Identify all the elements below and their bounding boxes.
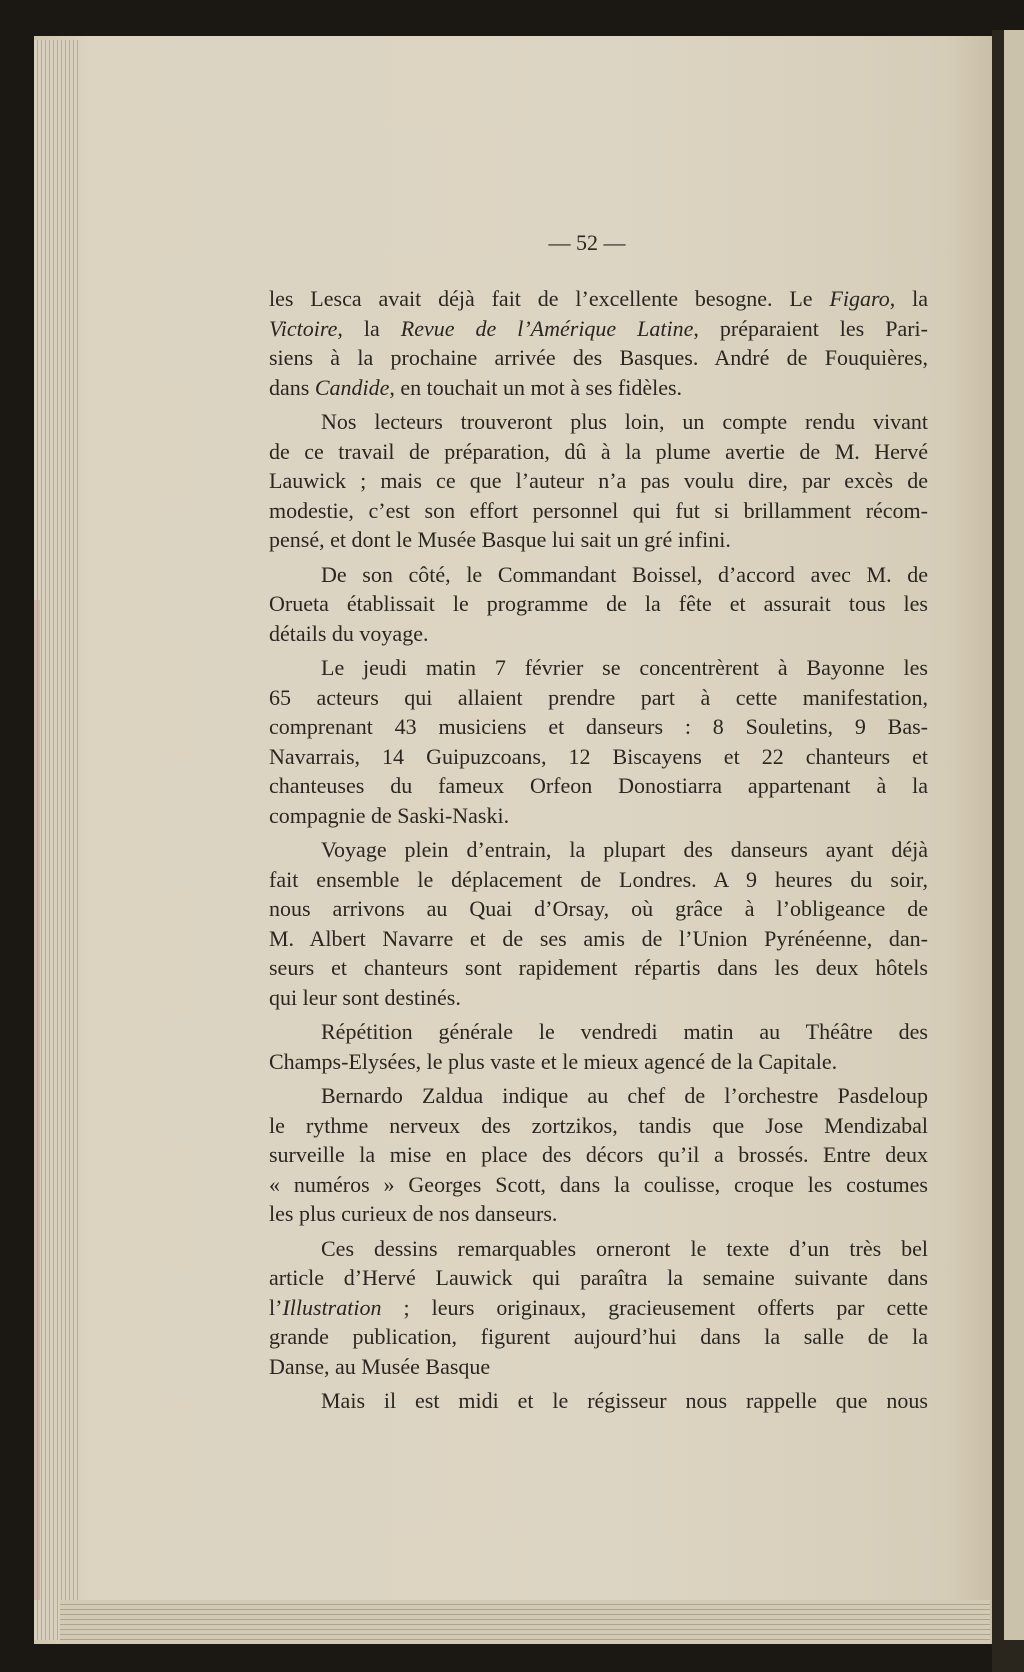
text-run: seurs et chanteurs sont rapidement répartis dans les deux hôtels: [269, 955, 928, 980]
text-line: [269, 1170, 928, 1200]
text-line: [269, 953, 928, 983]
text-run: , en touchait un mot à ses fidèles.: [389, 374, 683, 400]
text-line: [269, 924, 928, 954]
text-run: Nos lecteurs trouveront plus loin, un compte rendu vivant: [321, 409, 928, 434]
italic-title: Figaro: [829, 286, 890, 311]
text-line: [269, 1017, 928, 1047]
text-run: comprenant 43 musiciens et danseurs : 8 Souletins, 9 Bas-: [269, 714, 928, 739]
text-line: [269, 525, 928, 555]
text-run: Répétition générale le vendredi matin au Théâtre des: [321, 1019, 928, 1044]
text-run: chanteuses du fameux Orfeon Donostiarra appartenant à la: [269, 773, 928, 798]
text-run: grande publication, figurent aujourd’hui dans la salle de la: [269, 1324, 928, 1349]
text-run: Navarrais, 14 Guipuzcoans, 12 Biscayens et 22 chanteurs et: [269, 743, 928, 769]
text-line: [269, 771, 928, 801]
text-line: [269, 284, 928, 314]
text-run: compagnie de Saski-Naski.: [269, 802, 510, 828]
text-run: « numéros » Georges Scott, dans la coulisse, croque les costumes: [269, 1171, 928, 1197]
text-line: [269, 496, 928, 526]
paragraph: [269, 560, 928, 649]
text-run: Orueta établissait le programme de la fête et assurait tous les: [269, 591, 928, 616]
text-line: [269, 619, 928, 649]
text-line: [269, 983, 928, 1013]
paragraph: [269, 1081, 928, 1229]
text-run: , la: [337, 315, 401, 341]
text-run: , la: [889, 286, 928, 311]
text-run: surveille la mise en place des décors qu’il a brossés. Entre deux: [269, 1142, 928, 1167]
text-run: M. Albert Navarre et de ses amis de l’Union Pyrénéenne, dan-: [269, 925, 928, 951]
text-run: siens à la prochaine arrivée des Basques. André de Fouquières,: [269, 345, 928, 370]
italic-title: Revue de l’Amérique Latine: [400, 315, 694, 341]
paragraph: [269, 284, 928, 402]
text-line: [269, 589, 928, 619]
text-line: [269, 712, 928, 742]
text-run: le rythme nerveux des zortzikos, tandis que Jose Mendizabal: [269, 1112, 928, 1138]
text-run: les Lesca avait déjà fait de l’excellente besogne. Le: [269, 286, 830, 311]
page-stack-left-edge: [34, 40, 80, 1640]
text-run: 65 acteurs qui allaient prendre part à cette manifestation,: [269, 684, 928, 710]
text-run: Champs-Elysées, le plus vaste et le mieux agencé de la Capitale.: [269, 1048, 838, 1074]
text-line: [269, 1081, 928, 1111]
text-line: [269, 683, 928, 713]
text-run: modestie, c’est son effort personnel qui fut si brillamment récom-: [269, 497, 928, 523]
italic-title: Illustration: [282, 1294, 382, 1320]
text-line: [269, 1111, 928, 1141]
text-line: [269, 1263, 928, 1293]
text-line: [269, 1140, 928, 1170]
body-text: [269, 284, 928, 1421]
text-line: [269, 1352, 928, 1382]
text-line: [269, 835, 928, 865]
text-line: [269, 1293, 928, 1323]
text-run: dans: [269, 374, 315, 400]
page-stack-bottom-edge: [60, 1600, 990, 1644]
text-run: article d’Hervé Lauwick qui paraîtra la semaine suivante dans: [269, 1265, 928, 1290]
text-line: [269, 407, 928, 437]
text-run: ; leurs originaux, gracieusement offerts par cette: [381, 1294, 928, 1320]
text-run: nous arrivons au Quai d’Orsay, où grâce à l’obligeance de: [269, 896, 928, 921]
paragraph: [269, 653, 928, 830]
text-run: Voyage plein d’entrain, la plupart des danseurs ayant déjà: [321, 837, 928, 862]
text-line: [269, 1234, 928, 1264]
paragraph: [269, 1017, 928, 1076]
text-run: Le jeudi matin 7 février se concentrèrent à Bayonne les: [321, 655, 928, 680]
paragraph: [269, 407, 928, 555]
text-run: Ces dessins remarquables orneront le texte d’un très bel: [321, 1235, 928, 1261]
text-line: [269, 1322, 928, 1352]
text-line: [269, 343, 928, 373]
text-line: [269, 1199, 928, 1229]
text-line: [269, 653, 928, 683]
text-run: Lauwick ; mais ce que l’auteur n’a pas voulu dire, par excès de: [269, 468, 928, 493]
text-run: Bernardo Zaldua indique au chef de l’orchestre Pasdeloup: [321, 1083, 928, 1108]
text-run: Mais il est midi et le régisseur nous rappelle que nous: [321, 1388, 928, 1413]
text-run: les plus curieux de nos danseurs.: [269, 1201, 558, 1226]
text-line: [269, 437, 928, 467]
text-line: [269, 466, 928, 496]
text-run: Danse, au Musée Basque: [269, 1353, 491, 1379]
next-page-edge: [1004, 30, 1024, 1640]
text-run: l’: [269, 1294, 283, 1320]
text-line: [269, 314, 928, 344]
text-line: [269, 742, 928, 772]
text-line: [269, 894, 928, 924]
text-run: De son côté, le Commandant Boissel, d’accord avec M. de: [321, 561, 928, 587]
paragraph: [269, 1386, 928, 1416]
paragraph: [269, 835, 928, 1012]
italic-title: Victoire: [269, 315, 338, 341]
text-line: [269, 801, 928, 831]
text-run: qui leur sont destinés.: [269, 984, 461, 1010]
cover-edge: [34, 600, 40, 1600]
text-line: [269, 865, 928, 895]
page-number: — 52 —: [548, 230, 626, 255]
text-run: détails du voyage.: [269, 620, 429, 646]
text-run: pensé, et dont le Musée Basque lui sait un gré infini.: [269, 527, 731, 552]
text-line: [269, 1386, 928, 1416]
text-line: [269, 373, 928, 403]
text-run: , préparaient les Pari-: [693, 315, 928, 341]
italic-title: Candide: [314, 374, 390, 400]
text-run: fait ensemble le déplacement de Londres. A 9 heures du soir,: [269, 866, 928, 892]
text-run: de ce travail de préparation, dû à la plume avertie de M. Hervé: [269, 438, 928, 464]
text-line: [269, 1047, 928, 1077]
paragraph: [269, 1234, 928, 1382]
text-line: [269, 560, 928, 590]
